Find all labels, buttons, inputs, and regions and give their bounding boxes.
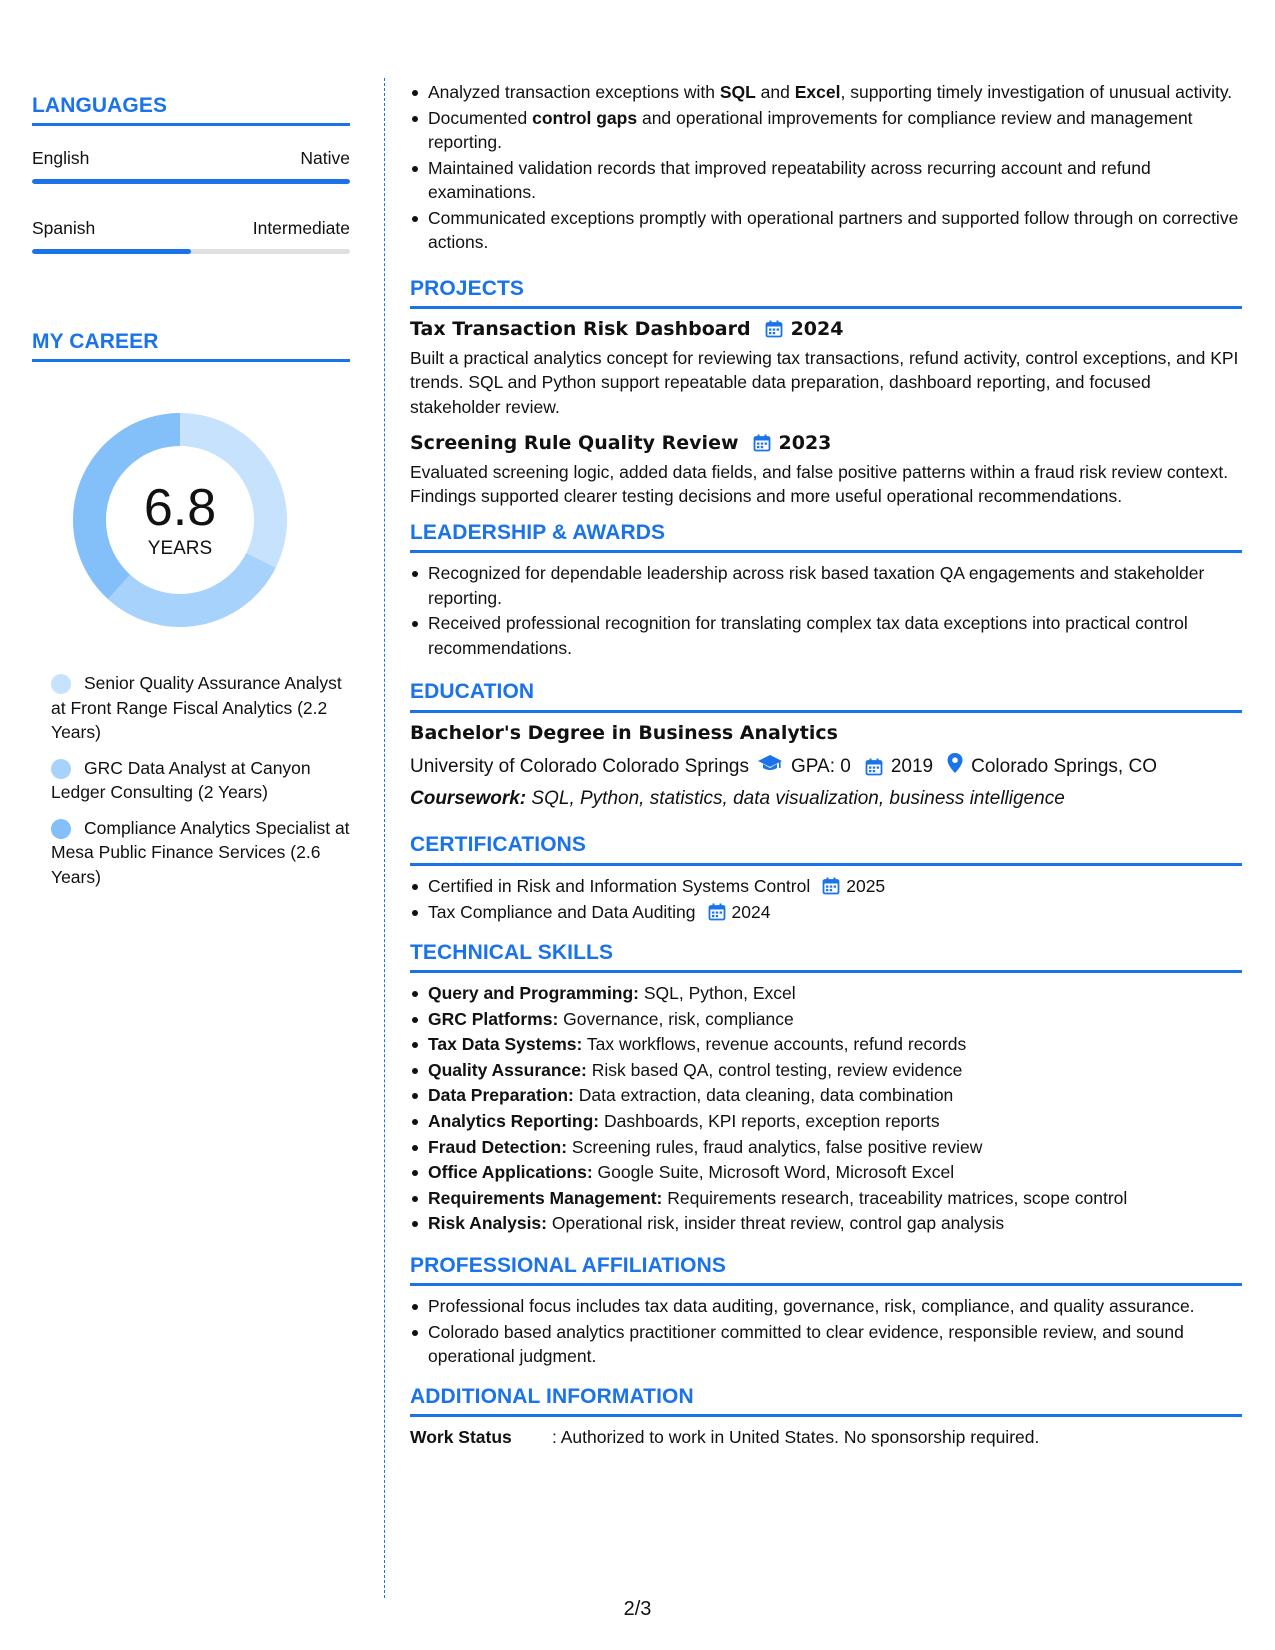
skill-category: Requirements Management: xyxy=(428,1187,663,1208)
coursework-label: Coursework: xyxy=(410,787,527,809)
career-role-label: Senior Quality Assurance Analyst at Front Range Fiscal Analytics (2.2 Years) xyxy=(51,673,342,742)
language-level: Native xyxy=(300,148,350,168)
language-row xyxy=(32,218,350,239)
skill-item xyxy=(410,1109,1242,1134)
career-donut-chart xyxy=(67,407,293,633)
bullet-text: and xyxy=(755,82,795,102)
project-item xyxy=(410,431,1242,509)
certification-name: Certified in Risk and Information Systems Control xyxy=(428,875,811,896)
bullet-text: , supporting timely investigation of unusual activity. xyxy=(840,82,1233,102)
coursework-list: SQL, Python, statistics, data visualization, business intelligence xyxy=(526,787,1065,809)
bullet-text: Maintained validation records that improved repeatability across recurring account and refund examinations. xyxy=(428,157,1151,202)
location-pin-icon xyxy=(947,753,963,781)
section-title: ADDITIONAL INFORMATION xyxy=(410,1384,694,1408)
column-divider xyxy=(384,78,385,1598)
career-legend-item xyxy=(51,756,350,805)
skill-category: Quality Assurance: xyxy=(428,1059,587,1080)
project-name: Screening Rule Quality Review xyxy=(410,432,739,454)
certification-item xyxy=(410,874,1242,899)
section-rule xyxy=(410,970,1242,973)
certification-year: 2024 xyxy=(731,902,771,922)
calendar-icon xyxy=(822,877,840,895)
section-title: PROFESSIONAL AFFILIATIONS xyxy=(410,1253,726,1277)
work-status-value: : Authorized to work in United States. No sponsorship required. xyxy=(552,1427,1040,1448)
certification-year: 2025 xyxy=(846,875,886,896)
affiliation-bullet: Professional focus includes tax data auditing, governance, risk, compliance, and quality assurance. xyxy=(410,1294,1242,1319)
section-title: LANGUAGES xyxy=(32,94,168,117)
skill-item xyxy=(410,1186,1242,1211)
language-proficiency-bar xyxy=(32,249,350,254)
skill-category: Tax Data Systems: xyxy=(428,1034,583,1055)
graduation-year: 2019 xyxy=(890,755,934,777)
experience-bullet xyxy=(410,80,1242,105)
graduation-cap-icon xyxy=(757,753,783,781)
section-title: MY CAREER xyxy=(32,330,159,353)
career-section xyxy=(32,330,350,889)
bullet-text: Documented xyxy=(428,107,533,128)
language-proficiency-fill xyxy=(32,249,191,254)
section-title: EDUCATION xyxy=(410,680,535,703)
section-title: CERTIFICATIONS xyxy=(410,833,587,856)
languages-section xyxy=(32,94,350,254)
calendar-icon xyxy=(865,758,883,776)
award-bullet: Received professional recognition for translating complex tax data exceptions into practical control recommendations. xyxy=(410,611,1242,660)
projects-section xyxy=(410,277,1242,509)
skill-item xyxy=(410,981,1242,1006)
bullet-text: and operational improvements for compliance review and management reporting. xyxy=(428,107,1193,152)
legend-dot xyxy=(51,819,71,839)
skill-item xyxy=(410,1135,1242,1160)
calendar-icon xyxy=(765,320,783,338)
gpa: GPA: 0 xyxy=(791,755,851,777)
career-role-label: GRC Data Analyst at Canyon Ledger Consulting (2 Years) xyxy=(51,757,311,802)
career-role-label: Compliance Analytics Specialist at Mesa Public Finance Services (2.6 Years) xyxy=(51,817,350,887)
career-total-years: 6.8 xyxy=(143,479,217,537)
education-section xyxy=(410,680,1242,811)
left-column xyxy=(32,94,350,900)
skill-category: GRC Platforms: xyxy=(428,1008,559,1029)
skill-values: SQL, Python, Excel xyxy=(639,983,796,1003)
career-legend-item xyxy=(51,816,350,890)
language-row xyxy=(32,148,350,169)
keyword: control gaps xyxy=(532,107,638,128)
school-name: University of Colorado Colorado Springs xyxy=(410,755,749,777)
project-description: Built a practical analytics concept for reviewing tax transactions, refund activity, control exceptions, and KPI trends. SQL and Python support repeatable data preparation, dashboard reporting, and focused stakeholder review. xyxy=(410,347,1239,417)
experience-bullet xyxy=(410,206,1242,255)
skill-values: Tax workflows, revenue accounts, refund records xyxy=(582,1034,967,1055)
project-year: 2024 xyxy=(790,318,844,340)
section-rule xyxy=(32,359,350,362)
section-rule xyxy=(410,710,1242,713)
career-legend-item xyxy=(51,671,350,745)
career-unit: YEARS xyxy=(147,538,213,559)
legend-dot xyxy=(51,674,71,694)
section-rule xyxy=(410,306,1242,309)
section-rule xyxy=(410,863,1242,866)
bullet-text: Communicated exceptions promptly with operational partners and supported follow through on corrective actions. xyxy=(428,207,1239,252)
skill-values: Requirements research, traceability matrices, scope control xyxy=(662,1187,1128,1208)
skill-values: Dashboards, KPI reports, exception reports xyxy=(599,1110,940,1131)
language-proficiency-fill xyxy=(32,179,350,184)
education-details xyxy=(410,753,1242,781)
skill-item xyxy=(410,1211,1242,1236)
skill-category: Fraud Detection: xyxy=(428,1136,568,1157)
degree: Bachelor's Degree in Business Analytics xyxy=(410,721,838,744)
experience-bullet xyxy=(410,156,1242,205)
skill-values: Operational risk, insider threat review, control gap analysis xyxy=(547,1213,1005,1234)
right-column xyxy=(410,80,1242,1450)
language-name: Spanish xyxy=(32,218,96,238)
project-name: Tax Transaction Risk Dashboard xyxy=(410,318,751,340)
certification-item xyxy=(410,900,1242,925)
project-description: Evaluated screening logic, added data fields, and false positive patterns within a fraud risk review context. Findings supported clearer testing decisions and more useful operational recommendations. xyxy=(410,461,1229,506)
bullet-text: Analyzed transaction exceptions with xyxy=(428,82,720,102)
project-year: 2023 xyxy=(778,432,832,454)
skill-item xyxy=(410,1007,1242,1032)
additional-section xyxy=(410,1385,1242,1450)
section-title: PROJECTS xyxy=(410,276,524,300)
skill-item xyxy=(410,1160,1242,1185)
skill-values: Governance, risk, compliance xyxy=(558,1008,794,1029)
section-rule xyxy=(32,123,350,126)
affiliations-section xyxy=(410,1254,1242,1369)
skill-item xyxy=(410,1083,1242,1108)
project-item xyxy=(410,317,1242,419)
section-rule xyxy=(410,550,1242,553)
skill-values: Risk based QA, control testing, review evidence xyxy=(586,1059,963,1080)
skill-category: Risk Analysis: xyxy=(428,1213,547,1234)
keyword: SQL xyxy=(719,82,756,102)
section-title: LEADERSHIP & AWARDS xyxy=(410,520,666,544)
skill-category: Query and Programming: xyxy=(428,983,640,1003)
experience-bullet xyxy=(410,106,1242,155)
skill-values: Screening rules, fraud analytics, false positive review xyxy=(567,1136,983,1157)
skill-values: Data extraction, data cleaning, data combination xyxy=(573,1085,954,1106)
calendar-icon xyxy=(753,434,771,452)
section-rule xyxy=(410,1414,1242,1417)
skill-values: Google Suite, Microsoft Word, Microsoft Excel xyxy=(592,1162,955,1183)
award-bullet: Recognized for dependable leadership across risk based taxation QA engagements and stakeholder reporting. xyxy=(410,561,1242,610)
language-level: Intermediate xyxy=(252,218,350,238)
affiliation-bullet: Colorado based analytics practitioner committed to clear evidence, responsible review, and sound operational judgment. xyxy=(410,1320,1242,1369)
leadership-section xyxy=(410,521,1242,661)
certification-name: Tax Compliance and Data Auditing xyxy=(428,902,696,922)
keyword: Excel xyxy=(794,82,841,102)
skill-item xyxy=(410,1032,1242,1057)
experience-bullets xyxy=(410,80,1242,255)
skill-category: Office Applications: xyxy=(428,1162,593,1183)
skill-category: Analytics Reporting: xyxy=(428,1110,600,1131)
school-location: Colorado Springs, CO xyxy=(971,755,1157,777)
coursework xyxy=(410,787,1242,812)
skill-category: Data Preparation: xyxy=(428,1085,574,1106)
legend-dot xyxy=(51,759,71,779)
work-status-row xyxy=(410,1425,1242,1450)
work-status-label: Work Status xyxy=(410,1427,512,1448)
certifications-section xyxy=(410,833,1242,925)
section-rule xyxy=(410,1283,1242,1286)
section-title: TECHNICAL SKILLS xyxy=(410,940,614,964)
page-number: 2/3 xyxy=(623,1598,652,1620)
language-name: English xyxy=(32,148,90,168)
career-legend xyxy=(51,671,350,889)
skill-item xyxy=(410,1058,1242,1083)
calendar-icon xyxy=(708,903,726,921)
skills-section xyxy=(410,941,1242,1236)
language-proficiency-bar xyxy=(32,179,350,184)
